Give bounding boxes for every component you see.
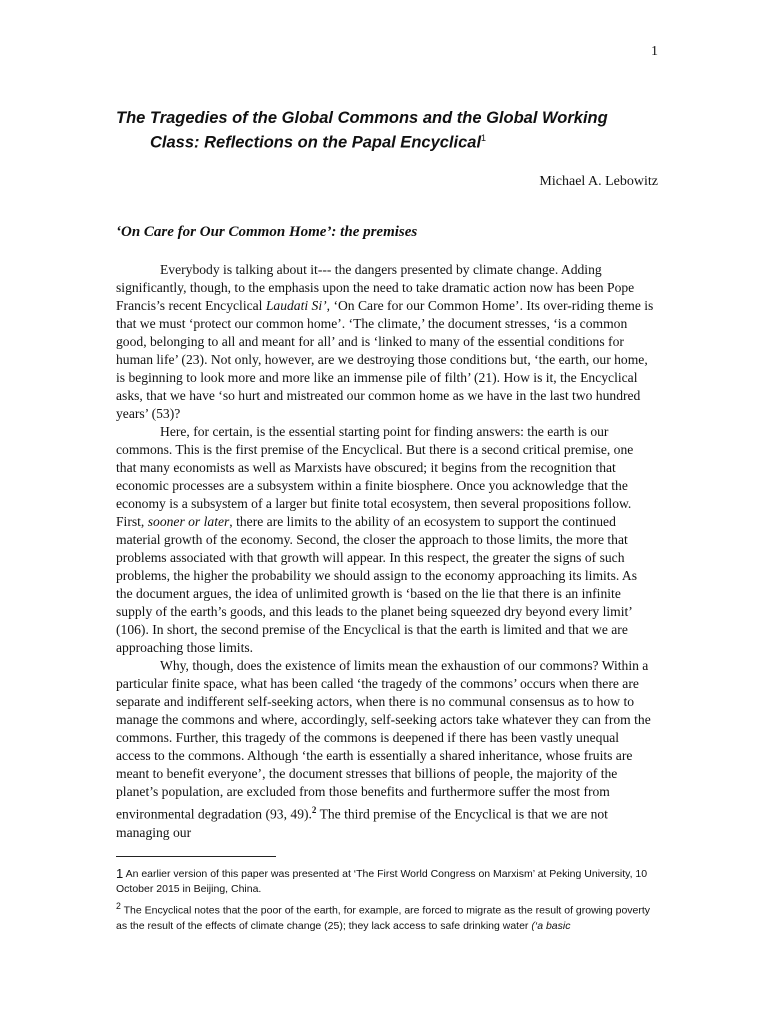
body-text	[116, 261, 656, 842]
paragraph-1-part-2: , ‘On Care for our Common Home’. Its over-riding theme is that we must ‘protect our common home’. ‘The climate,’ the document stresses, ‘is a common good, belonging to all and meant for all’ and is ‘linked to many of the essential conditions for human life’ (23). Not only, however, are we destroying those conditions but, ‘the earth, our home, is beginning to look more and more like an immense pile of filth’ (21). How is it, the Encyclical asks, that we have ‘so hurt and mistreated our common home as we have in the last two hundred years’ (53)?	[116, 298, 654, 421]
footnotes	[116, 866, 656, 936]
paragraph-2-part-2: , there are limits to the ability of an ecosystem to support the continued material growth of the economy. Second, the closer the approach to those limits, the more that problems associated with that growth will appear. In this respect, the greater the signs of such problems, the higher the probability we should assign to the economy approaching its limits. As the document argues, the idea of unlimited growth is ‘based on the lie that there is an infinite supply of the earth’s goods, and this leads to the planet being squeezed dry beyond every limit’ (106). In short, the second premise of the Encyclical is that the earth is limited and that we are approaching those limits.	[116, 514, 638, 655]
encyclical-title: Laudati Si’	[265, 298, 327, 313]
paragraph-2-part-1: Here, for certain, is the essential starting point for finding answers: the earth is our commons. This is the first premise of the Encyclical. But there is a second critical premise, one that many economists as well as Marxists have obscured; it begins from the recognition that economic processes are a subsystem within a finite biosphere. Once you acknowledge that the economy is a subsystem of a larger but finite total ecosystem, then several propositions follow. First,	[116, 424, 634, 529]
section-heading: ‘On Care for Our Common Home’: the premises	[116, 224, 418, 240]
title-line-2	[116, 128, 656, 153]
author-name: Michael A. Lebowitz	[539, 174, 658, 189]
title-footnote-marker[interactable]: 1	[481, 133, 487, 143]
paragraph-1-part-1: Everybody is talking about it--- the dangers presented by climate change. Adding significantly, though, to the emphasis upon the need to take dramatic action now has been Pope Francis’s recent Encyclical	[116, 262, 635, 313]
footnote-1-marker: 1	[116, 866, 124, 881]
footnote-2-tail: (‘a basic	[531, 919, 571, 932]
paragraph-2	[116, 423, 656, 657]
paper-title	[116, 108, 656, 153]
footnote-1	[116, 866, 656, 897]
paragraph-1	[116, 261, 656, 423]
footnote-1-text: An earlier version of this paper was presented at ‘The First World Congress on Marxism’ at Peking University, 10 October 2015 in Beijing, China.	[116, 868, 648, 895]
paragraph-3	[116, 657, 656, 842]
paragraph-3-part-1: Why, though, does the existence of limits mean the exhaustion of our commons? Within a particular finite space, what has been called ‘the tragedy of the commons’ occurs when there are separate and indifferent self-seeking actors, when there is no communal consensus as to how to manage the commons and where, accordingly, self-seeking actors take whatever they can from the commons. Further, this tragedy of the commons is deepened if there has been vastly unequal access to the commons. Although ‘the earth is essentially a shared inheritance, whose fruits are meant to benefit everyone’, the document stresses that billions of people, the majority of the planet’s population, are excluded from those benefits and furthermore suffer the most from environmental degradation (93, 49).	[116, 658, 651, 822]
title-line-2-text: Class: Reflections on the Papal Encyclical	[150, 133, 482, 152]
footnote-2-text: The Encyclical notes that the poor of the earth, for example, are forced to migrate as the result of growing poverty as the result of the effects of climate change (25); they lack access to safe drinking water	[116, 904, 651, 932]
title-line-1: The Tragedies of the Global Commons and the Global Working	[116, 109, 608, 127]
footnote-2	[116, 899, 656, 934]
footnote-marker-2[interactable]: 2	[311, 805, 317, 815]
footnote-2-marker: 2	[116, 901, 121, 911]
emphasis-sooner-or-later: sooner or later	[147, 514, 230, 529]
paragraph-3-part-2: The third premise of the Encyclical is that we are not managing our	[116, 806, 608, 840]
footnote-divider	[116, 856, 276, 857]
page-number: 1	[651, 44, 658, 59]
